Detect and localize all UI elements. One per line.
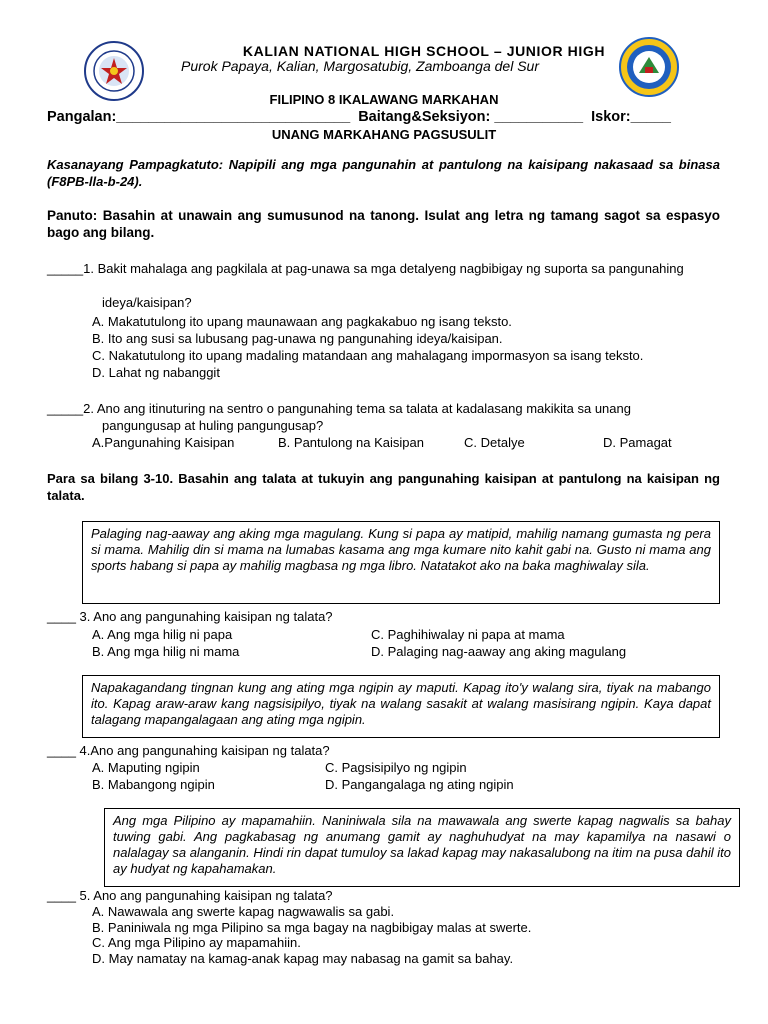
question-5-choice-d: D. May namatay na kamag-anak kapag may nabasag na gamit sa bahay. <box>92 951 514 966</box>
question-3-choice-a: A. Ang mga hilig ni papa <box>92 627 233 642</box>
question-4-choice-a: A. Maputing ngipin <box>92 760 200 775</box>
question-5-choice-a: A. Nawawala ang swerte kapag nagwawalis sa gabi. <box>92 904 395 919</box>
question-2-choice-d: D. Pamagat <box>603 435 672 450</box>
school-seal-icon <box>619 37 679 97</box>
question-2-choice-c: C. Detalye <box>464 435 525 450</box>
question-5-choice-c: C. Ang mga Pilipino ay mapamahiin. <box>92 935 301 950</box>
question-3-choice-b: B. Ang mga hilig ni mama <box>92 644 240 659</box>
question-1-choice-a: A. Makatutulong ito upang maunawaan ang pagkakabuo ng isang teksto. <box>92 314 512 329</box>
school-address: Purok Papaya, Kalian, Margosatubig, Zamboanga del Sur <box>181 58 539 74</box>
question-2-stem-cont: pangungusap at huling pangungusap? <box>102 418 324 433</box>
question-5-stem: ____ 5. Ano ang pangunahing kaisipan ng talata? <box>47 888 333 903</box>
question-2-choice-a: A.Pangunahing Kaisipan <box>92 435 235 450</box>
question-2-stem: _____2. Ano ang itinuturing na sentro o pangunahing tema sa talata at kadalasang makikita sa unang <box>47 401 631 416</box>
exam-title: FILIPINO 8 IKALAWANG MARKAHAN <box>269 92 499 107</box>
learning-competency: Kasanayang Pampagkatuto: Napipili ang mga pangunahin at pantulong na kaisipang nakasaad sa binasa (F8PB-lla-b-24). <box>47 157 720 189</box>
directions: Panuto: Basahin at unawain ang sumusunod na tanong. Isulat ang letra ng tamang sagot sa espasyo bago ang bilang. <box>47 208 720 240</box>
question-4-choice-d: D. Pangangalaga ng ating ngipin <box>325 777 514 792</box>
school-name: KALIAN NATIONAL HIGH SCHOOL – JUNIOR HIGH <box>242 43 606 59</box>
question-2-choice-b: B. Pantulong na Kaisipan <box>278 435 424 450</box>
question-4-choice-c: C. Pagsisipilyo ng ngipin <box>325 760 467 775</box>
question-1-choice-c: C. Nakatutulong ito upang madaling matandaan ang mahalagang impormasyon sa isang teksto. <box>92 348 644 363</box>
question-3-stem: ____ 3. Ano ang pangunahing kaisipan ng talata? <box>47 609 333 624</box>
question-3-choice-d: D. Palaging nag-aaway ang aking magulang <box>371 644 627 659</box>
passage-2-box: Napakagandang tingnan kung ang ating mga ngipin ay maputi. Kapag ito'y walang sira, tiyak na mabango ito. Kapag araw-araw kang nagsisipilyo, tiyak na walang sasakit at walang masisirang ngipin. Kaya dapat talagang mapangalagaan ang ating mga ngipin. <box>82 675 720 738</box>
passage-3-box: Ang mga Pilipino ay mapamahiin. Naniniwala sila na mawawala ang swerte kapag nagwalis sa bahay tuwing gabi. Ang pagkabasag ng anumang gamit ay naghuhudyat na may kapamilya na nasawi o nalalagay sa alanganin. Hindi rin dapat tumuloy sa lakad kapag may nakasalubong na itim na pusa dahil ito ay hudyat ng kapahamakan. <box>104 808 740 887</box>
question-1-stem-cont: ideya/kaisipan? <box>102 295 192 310</box>
question-3-choice-c: C. Paghihiwalay ni papa at mama <box>371 627 565 642</box>
question-4-stem: ____ 4.Ano ang pangunahing kaisipan ng talata? <box>47 743 330 758</box>
question-1-stem: _____1. Bakit mahalaga ang pagkilala at pag-unawa sa mga detalyeng nagbibigay ng suporta sa pangunahing <box>47 261 684 276</box>
question-1-choice-d: D. Lahat ng nabanggit <box>92 365 220 380</box>
question-5-choice-b: B. Paniniwala ng mga Pilipino sa mga bagay na nagbibigay malas at swerte. <box>92 920 532 935</box>
question-1-choice-b: B. Ito ang susi sa lubusang pag-unawa ng pangunahing ideya/kaisipan. <box>92 331 503 346</box>
passage-1-box: Palaging nag-aaway ang aking mga magulang. Kung si papa ay matipid, mahilig namang gumasta ng pera si mama. Mahilig din si mama na lumabas kasama ang mga kumare nito kahit gabi na. Gusto ni mama ang sports habang si papa ay mahilig magbasa ng mga libro. Natatakot ako na baka maghiwalay sila. <box>82 521 720 604</box>
exam-subtitle: UNANG MARKAHANG PAGSUSULIT <box>271 127 497 142</box>
question-4-choice-b: B. Mabangong ngipin <box>92 777 215 792</box>
student-info-row: Pangalan:_____________________________ Baitang&Seksiyon: ___________ Iskor:_____ <box>47 109 671 125</box>
section-instruction: Para sa bilang 3-10. Basahin ang talata at tukuyin ang pangunahing kaisipan at pantulong na kaisipan ng talata. <box>47 471 720 503</box>
